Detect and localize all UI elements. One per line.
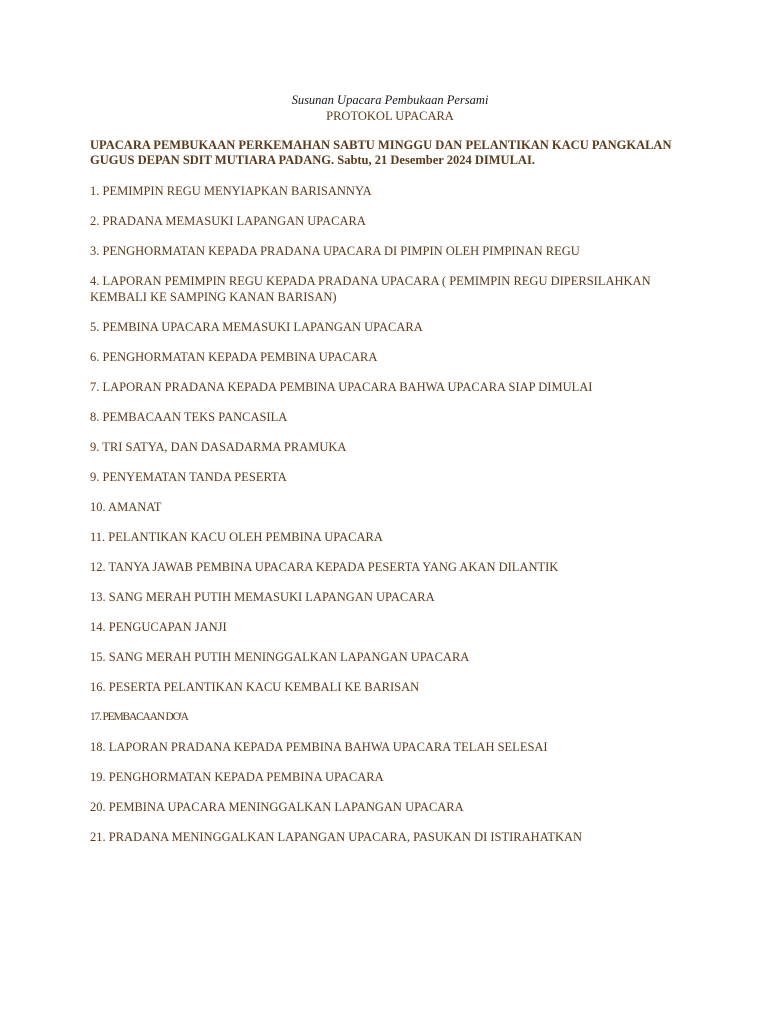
list-item: 8. PEMBACAAN TEKS PANCASILA (90, 410, 288, 424)
intro-paragraph: UPACARA PEMBUKAAN PERKEMAHAN SABTU MINGGU DAN PELANTIKAN KACU PANGKALAN GUGUS DEPAN SDIT MUTIARA PADANG. Sabtu, 21 Desember 2024 DIMULAI. (90, 138, 672, 167)
list-item: 14. PENGUCAPAN JANJI (90, 620, 227, 634)
ceremony-list (90, 183, 690, 845)
list-item: 17. PEMBACAAN DO'A (90, 711, 188, 723)
list-item: 10. AMANAT (90, 500, 162, 514)
list-item: 13. SANG MERAH PUTIH MEMASUKI LAPANGAN UPACARA (90, 590, 435, 604)
list-item: 7. LAPORAN PRADANA KEPADA PEMBINA UPACARA BAHWA UPACARA SIAP DIMULAI (90, 380, 593, 394)
list-item: 21. PRADANA MENINGGALKAN LAPANGAN UPACARA, PASUKAN DI ISTIRAHATKAN (90, 830, 583, 844)
document-title: PROTOKOL UPACARA (326, 109, 454, 123)
list-item: 6. PENGHORMATAN KEPADA PEMBINA UPACARA (90, 350, 378, 364)
list-item: 3. PENGHORMATAN KEPADA PRADANA UPACARA DI PIMPIN OLEH PIMPINAN REGU (90, 244, 580, 258)
list-item: 2. PRADANA MEMASUKI LAPANGAN UPACARA (90, 214, 366, 228)
list-item: 16. PESERTA PELANTIKAN KACU KEMBALI KE BARISAN (90, 680, 420, 694)
document-page (90, 92, 690, 859)
list-item: 4. LAPORAN PEMIMPIN REGU KEPADA PRADANA UPACARA ( PEMIMPIN REGU DIPERSILAHKAN KEMBALI KE SAMPING KANAN BARISAN) (90, 274, 651, 304)
list-item: 19. PENGHORMATAN KEPADA PEMBINA UPACARA (90, 770, 384, 784)
list-item: 9. PENYEMATAN TANDA PESERTA (90, 470, 287, 484)
list-item: 12. TANYA JAWAB PEMBINA UPACARA KEPADA PESERTA YANG AKAN DILANTIK (90, 560, 559, 574)
list-item: 5. PEMBINA UPACARA MEMASUKI LAPANGAN UPACARA (90, 320, 423, 334)
list-item: 20. PEMBINA UPACARA MENINGGALKAN LAPANGAN UPACARA (90, 800, 464, 814)
list-item: 15. SANG MERAH PUTIH MENINGGALKAN LAPANGAN UPACARA (90, 650, 470, 664)
list-item: 18. LAPORAN PRADANA KEPADA PEMBINA BAHWA UPACARA TELAH SELESAI (90, 740, 548, 754)
list-item: 1. PEMIMPIN REGU MENYIAPKAN BARISANNYA (90, 184, 372, 198)
list-item: 9. TRI SATYA, DAN DASADARMA PRAMUKA (90, 440, 347, 454)
list-item: 11. PELANTIKAN KACU OLEH PEMBINA UPACARA (90, 530, 383, 544)
document-subtitle: Susunan Upacara Pembukaan Persami (291, 93, 489, 107)
